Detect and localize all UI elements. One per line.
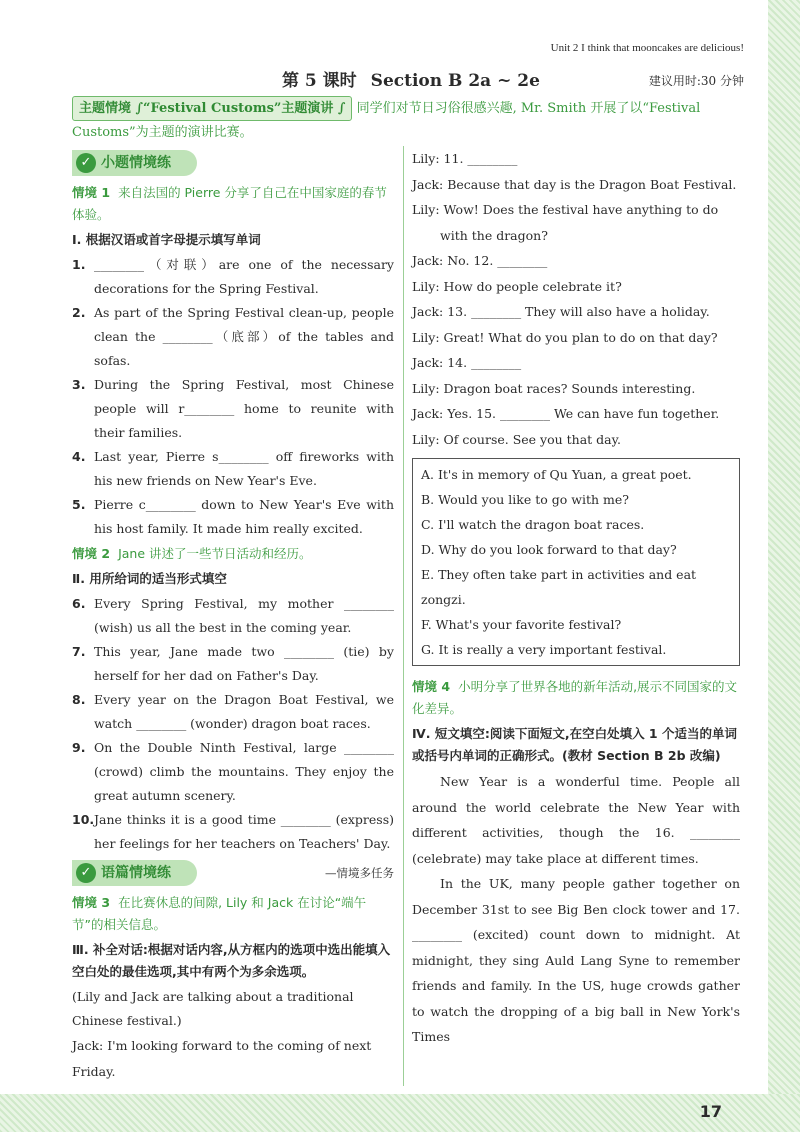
dialog-line: Lily: Of course. See you that day. <box>412 431 621 447</box>
page <box>72 30 744 1121</box>
question-number: 7. <box>72 644 86 659</box>
question-text: ________（对联）are one of the necessary decorations for the Spring Festival. <box>94 257 394 296</box>
question-list-2 <box>72 592 394 856</box>
option-item: E. They often take part in activities and eat zongzi. <box>421 567 697 607</box>
dialog-line: Lily: Great! What do you plan to do on that day? <box>412 329 718 345</box>
scene-1: 情境 1 来自法国的 Pierre 分享了自己在中国家庭的春节体验。 <box>72 185 387 222</box>
scene-4: 情境 4 小明分享了世界各地的新年活动,展示不同国家的文化差异。 <box>412 679 738 716</box>
section-header-text <box>72 860 394 886</box>
section-note: —情境多任务 <box>325 866 394 880</box>
question-item <box>72 301 394 373</box>
decorative-band-right <box>768 0 800 1132</box>
lesson-title <box>282 66 540 91</box>
part-3-instruction: Ⅲ. 补全对话:根据对话内容,从方框内的选项中选出能填入空白处的最佳选项,其中有两个为多余选项。 <box>72 942 391 979</box>
dialog-line: Lily: 11. ________ <box>412 151 518 166</box>
question-number: 9. <box>72 740 86 755</box>
part-1-instruction: Ⅰ. 根据汉语或首字母提示填写单词 <box>72 232 261 247</box>
part-2-instruction: Ⅱ. 用所给词的适当形式填空 <box>72 571 227 586</box>
dialog-line: Lily: Dragon boat races? Sounds interesting. <box>412 380 696 396</box>
question-item <box>72 736 394 808</box>
passage-paragraph: In the UK, many people gather together on December 31st to see Big Ben clock tower and 17. ________ (excited) count down to midnight. At midnight, they sing Auld Lang Syne to remember friends and family. In the US, huge crowds gather to watch the dropping of a big ball in New York's Times <box>412 876 740 1044</box>
dialog <box>412 146 740 452</box>
question-number: 1. <box>72 257 86 272</box>
dialog-context: (Lily and Jack are talking about a traditional Chinese festival.) <box>72 989 354 1028</box>
option-item: D. Why do you look forward to that day? <box>421 542 677 557</box>
question-item <box>72 445 394 493</box>
page-number: 17 <box>699 1102 722 1121</box>
question-item <box>72 808 394 856</box>
question-item <box>72 592 394 640</box>
question-text: Jane thinks it is a good time ________ (express) her feelings for her teachers on Teachers' Day. <box>94 812 394 851</box>
question-number: 10. <box>72 812 95 827</box>
scene-3: 情境 3 在比赛休息的间隙, Lily 和 Jack 在讨论“端午节”的相关信息。 <box>72 895 367 932</box>
part-4-instruction: Ⅳ. 短文填空:阅读下面短文,在空白处填入 1 个适当的单词或括号内单词的正确形式。(教材 Section B 2b 改编) <box>412 726 737 763</box>
column-divider <box>403 146 404 1086</box>
dialog-line: Lily: Wow! Does the festival have anything to do with the dragon? <box>412 202 719 243</box>
right-column <box>412 146 740 1050</box>
question-number: 3. <box>72 377 86 392</box>
question-text: Pierre c________ down to New Year's Eve with his host family. It made him really excited. <box>94 497 394 536</box>
question-number: 4. <box>72 449 86 464</box>
question-text: On the Double Ninth Festival, large ________ (crowd) climb the mountains. They enjoy the great autumn scenery. <box>94 740 394 803</box>
theme-tag: 主题情境 ∫“Festival Customs”主题演讲 ∫ <box>72 96 352 121</box>
question-text: Every year on the Dragon Boat Festival, we watch ________ (wonder) dragon boat races. <box>94 692 394 731</box>
dialog-line: Jack: 14. ________ <box>412 355 522 370</box>
dialog-line: Jack: Because that day is the Dragon Boat Festival. <box>412 176 737 192</box>
decorative-band-bottom <box>0 1094 800 1132</box>
question-text: This year, Jane made two ________ (tie) by herself for her dad on Father's Day. <box>94 644 394 683</box>
dialog-line: Jack: No. 12. ________ <box>412 253 548 268</box>
question-item <box>72 493 394 541</box>
question-item <box>72 373 394 445</box>
dialog-line: Lily: How do people celebrate it? <box>412 278 622 294</box>
question-text: Every Spring Festival, my mother ________ (wish) us all the best in the coming year. <box>94 596 394 635</box>
suggested-time: 建议用时:30 分钟 <box>648 74 744 88</box>
option-item: B. Would you like to go with me? <box>421 492 629 507</box>
left-column <box>72 146 394 1085</box>
passage-paragraph: New Year is a wonderful time. People all around the world celebrate the New Year with different activities, though the 16. ________ (celebrate) may take place at different times. <box>412 774 740 866</box>
lesson-section: Section B 2a ~ 2e <box>370 71 540 91</box>
section-pill: ✓ 小题情境练 <box>72 150 197 176</box>
check-icon: ✓ <box>76 153 96 173</box>
option-item: C. I'll watch the dragon boat races. <box>421 517 645 532</box>
option-item: F. What's your favorite festival? <box>421 617 622 632</box>
theme-banner <box>72 96 740 144</box>
scene-2: 情境 2 Jane 讲述了一些节日活动和经历。 <box>72 546 312 561</box>
section-pill: ✓ 语篇情境练 <box>72 860 197 886</box>
question-number: 2. <box>72 305 86 320</box>
question-list-1 <box>72 253 394 541</box>
running-header: Unit 2 I think that mooncakes are delicious! <box>550 42 744 54</box>
theme-text: 同学们对节日习俗很感兴趣, Mr. Smith 开展了以“Festival Customs”为主题的演讲比赛。 <box>72 101 701 140</box>
question-item <box>72 640 394 688</box>
dialog-line: Jack: I'm looking forward to the coming of next Friday. <box>72 1038 372 1079</box>
section-header-small <box>72 150 394 176</box>
options-box <box>412 458 740 666</box>
dialog-line: Jack: 13. ________ They will also have a holiday. <box>412 304 710 319</box>
option-item: G. It is really a very important festival. <box>421 642 667 657</box>
question-item <box>72 688 394 736</box>
question-text: As part of the Spring Festival clean-up, people clean the ________（底部）of the tables and sofas. <box>94 305 394 368</box>
lesson-number: 第 5 课时 <box>282 71 357 91</box>
question-number: 5. <box>72 497 86 512</box>
dialog-line: Jack: Yes. 15. ________ We can have fun together. <box>412 406 720 421</box>
question-number: 6. <box>72 596 86 611</box>
question-text: Last year, Pierre s________ off fireworks with his new friends on New Year's Eve. <box>94 449 394 488</box>
question-number: 8. <box>72 692 86 707</box>
check-icon: ✓ <box>76 863 96 883</box>
question-text: During the Spring Festival, most Chinese people will r________ home to reunite with their families. <box>94 377 394 440</box>
option-item: A. It's in memory of Qu Yuan, a great poet. <box>421 467 692 482</box>
question-item <box>72 253 394 301</box>
